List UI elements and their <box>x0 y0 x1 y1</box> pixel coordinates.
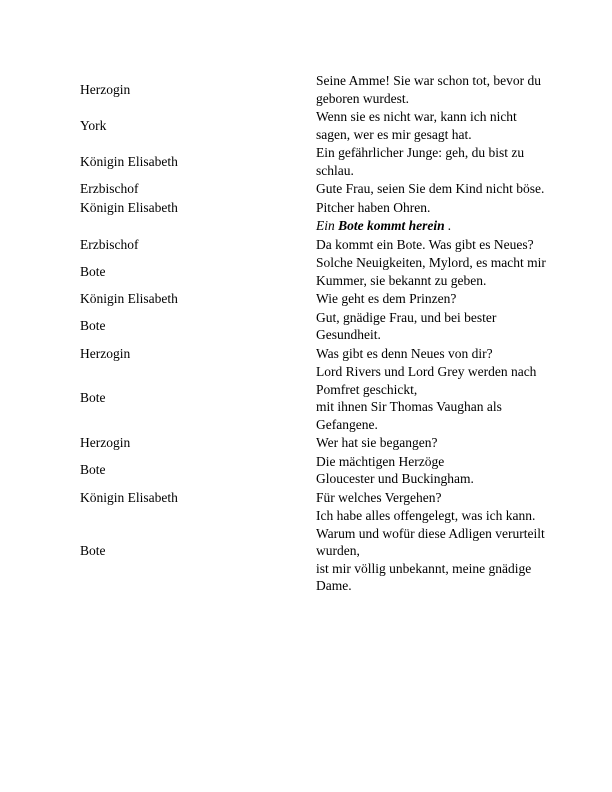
dialogue-table <box>72 72 548 596</box>
speaker-cell <box>72 507 316 596</box>
speaker-cell <box>72 199 316 218</box>
line-cell <box>316 236 548 255</box>
line-cell <box>316 254 548 290</box>
spoken-line: mit ihnen Sir Thomas Vaughan als Gefangene. <box>316 399 502 432</box>
stage-direction-prefix: Ein <box>316 218 339 233</box>
speaker-cell <box>72 309 316 345</box>
line-cell <box>316 453 548 489</box>
line-cell <box>316 217 548 236</box>
spoken-line: Wenn sie es nicht war, kann ich nicht sagen, wer es mir gesagt hat. <box>316 109 517 142</box>
dialogue-row <box>72 489 548 508</box>
spoken-line: Was gibt es denn Neues von dir? <box>316 345 493 361</box>
speaker-cell <box>72 108 316 144</box>
speaker-name: Erzbischof <box>80 181 139 196</box>
speaker-cell <box>72 236 316 255</box>
speaker-name: Bote <box>80 462 106 478</box>
speaker-name: York <box>80 117 107 133</box>
spoken-line: Die mächtigen Herzöge <box>316 453 445 469</box>
line-cell <box>316 199 548 218</box>
dialogue-row <box>72 180 548 199</box>
dialogue-row <box>72 290 548 309</box>
line-cell <box>316 309 548 345</box>
spoken-line: Gute Frau, seien Sie dem Kind nicht böse. <box>316 181 545 196</box>
speaker-cell <box>72 453 316 489</box>
dialogue-row <box>72 363 548 434</box>
speaker-cell <box>72 217 316 236</box>
line-cell <box>316 363 548 434</box>
speaker-cell <box>72 290 316 309</box>
line-cell <box>316 290 548 309</box>
line-cell <box>316 507 548 596</box>
speaker-name: Bote <box>80 543 106 558</box>
speaker-name: Erzbischof <box>80 236 139 252</box>
dialogue-body <box>72 72 548 596</box>
speaker-name: Königin Elisabeth <box>80 199 178 215</box>
stage-direction-row <box>72 217 548 236</box>
speaker-name: Bote <box>80 390 106 406</box>
dialogue-row <box>72 434 548 453</box>
spoken-line: Ich habe alles offengelegt, was ich kann. <box>316 508 536 523</box>
spoken-line: Lord Rivers und Lord Grey werden nach Pomfret geschickt, <box>316 364 537 397</box>
spoken-line: Solche Neuigkeiten, Mylord, es macht mir Kummer, sie bekannt zu geben. <box>316 255 546 288</box>
spoken-line: ist mir völlig unbekannt, meine gnädige Dame. <box>316 560 532 593</box>
speaker-cell <box>72 180 316 199</box>
speaker-name: Königin Elisabeth <box>80 489 178 505</box>
dialogue-row <box>72 507 548 596</box>
dialogue-row <box>72 309 548 345</box>
spoken-line: Warum und wofür diese Adligen verurteilt wurden, <box>316 525 545 558</box>
dialogue-row <box>72 199 548 218</box>
speaker-name: Königin Elisabeth <box>80 291 178 306</box>
stage-direction <box>316 218 451 233</box>
line-cell <box>316 72 548 108</box>
speaker-name: Bote <box>80 318 106 334</box>
spoken-line: Pitcher haben Ohren. <box>316 199 431 215</box>
line-cell <box>316 180 548 199</box>
spoken-line: Für welches Vergehen? <box>316 489 442 505</box>
dialogue-row <box>72 236 548 255</box>
speaker-cell <box>72 489 316 508</box>
speaker-cell <box>72 363 316 434</box>
spoken-line: Ein gefährlicher Junge: geh, du bist zu schlau. <box>316 145 525 178</box>
dialogue-row <box>72 108 548 144</box>
line-cell <box>316 108 548 144</box>
spoken-line: Wer hat sie begangen? <box>316 435 438 450</box>
speaker-cell <box>72 254 316 290</box>
dialogue-row <box>72 254 548 290</box>
dialogue-row <box>72 345 548 364</box>
line-cell <box>316 434 548 453</box>
dialogue-row <box>72 72 548 108</box>
speaker-name: Herzogin <box>80 345 131 361</box>
dialogue-row <box>72 144 548 180</box>
stage-direction-action: Bote kommt herein <box>338 218 445 233</box>
dialogue-row <box>72 453 548 489</box>
stage-direction-suffix: . <box>444 218 452 233</box>
spoken-line: Gut, gnädige Frau, und bei bester Gesundheit. <box>316 309 497 342</box>
speaker-name: Herzogin <box>80 435 131 450</box>
spoken-line: Gloucester und Buckingham. <box>316 471 474 486</box>
line-cell <box>316 345 548 364</box>
speaker-cell <box>72 434 316 453</box>
speaker-name: Herzogin <box>80 81 131 97</box>
speaker-cell <box>72 72 316 108</box>
spoken-line: Da kommt ein Bote. Was gibt es Neues? <box>316 236 534 252</box>
speaker-cell <box>72 345 316 364</box>
speaker-cell <box>72 144 316 180</box>
spoken-line: Seine Amme! Sie war schon tot, bevor du geboren wurdest. <box>316 73 541 106</box>
line-cell <box>316 489 548 508</box>
line-cell <box>316 144 548 180</box>
spoken-line: Wie geht es dem Prinzen? <box>316 291 457 306</box>
speaker-name: Bote <box>80 263 106 279</box>
speaker-name: Königin Elisabeth <box>80 153 178 169</box>
